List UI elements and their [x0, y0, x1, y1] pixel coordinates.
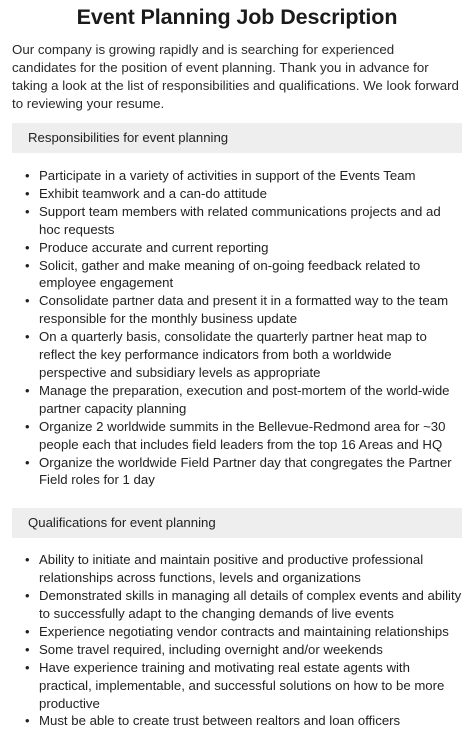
list-item [12, 551, 462, 587]
list-item [12, 203, 462, 239]
list-item-text: Must be able to create trust between realtors and loan officers [39, 713, 401, 729]
list-item-text: Solicit, gather and make meaning of on-going feedback related to employee engagement [39, 257, 421, 291]
qualifications-list [12, 551, 462, 730]
bullet-icon: • [25, 418, 30, 434]
list-item [12, 659, 462, 713]
bullet-icon: • [25, 454, 30, 470]
list-item [12, 257, 462, 293]
list-item [12, 167, 462, 185]
bullet-icon: • [25, 552, 30, 568]
list-item-text: Manage the preparation, execution and post-mortem of the world-wide partner capacity planning [39, 382, 450, 416]
list-item-text: Some travel required, including overnight and/or weekends [39, 641, 383, 657]
list-item [12, 454, 462, 490]
intro-paragraph: Our company is growing rapidly and is searching for experienced candidates for the position of event planning. Thank you in advance for taking a look at the list of responsibilities and qualifications. We look forward to reviewing your resume. [12, 42, 459, 111]
list-item-text: Have experience training and motivating real estate agents with practical, implementable, and successful solutions on how to be more productive [39, 659, 445, 711]
bullet-icon: • [25, 641, 30, 657]
list-item [12, 587, 462, 623]
list-item-text: Produce accurate and current reporting [39, 239, 269, 255]
bullet-icon: • [25, 659, 30, 675]
list-item [12, 185, 462, 203]
bullet-icon: • [25, 257, 30, 273]
bullet-icon: • [25, 382, 30, 398]
list-item [12, 382, 462, 418]
bullet-icon: • [25, 185, 30, 201]
bullet-icon: • [25, 329, 30, 345]
bullet-icon: • [25, 168, 30, 183]
bullet-icon: • [25, 623, 30, 639]
list-item [12, 623, 462, 641]
list-item-text: Participate in a variety of activities in support of the Events Team [39, 168, 416, 183]
responsibilities-heading: Responsibilities for event planning [12, 123, 462, 153]
list-item [12, 292, 462, 328]
list-item-text: Demonstrated skills in managing all details of complex events and ability to successfully adapt to the changing demands of live events [39, 588, 462, 622]
bullet-icon: • [25, 713, 30, 729]
list-item [12, 641, 462, 659]
bullet-icon: • [25, 239, 30, 255]
qualifications-heading: Qualifications for event planning [12, 508, 462, 538]
bullet-icon: • [25, 293, 30, 309]
responsibilities-list [12, 167, 462, 489]
list-item-text: Consolidate partner data and present it in a formatted way to the team responsible for the monthly business update [39, 293, 449, 327]
list-item-text: On a quarterly basis, consolidate the quarterly partner heat map to reflect the key performance indicators from both a worldwide perspective and subsidiary levels as appropriate [39, 329, 427, 380]
list-item-text: Organize 2 worldwide summits in the Bellevue-Redmond area for ~30 people each that includes field leaders from the top 16 Areas and HQ [39, 418, 446, 452]
list-item [12, 328, 462, 382]
bullet-icon: • [25, 588, 30, 604]
list-item-text: Exhibit teamwork and a can-do attitude [39, 185, 267, 201]
list-item [12, 418, 462, 454]
list-item [12, 712, 462, 730]
list-item [12, 239, 462, 257]
page-title: Event Planning Job Description [76, 5, 398, 29]
list-item-text: Ability to initiate and maintain positive and productive professional relationships across functions, levels and organizations [39, 552, 424, 586]
list-item-text: Organize the worldwide Field Partner day that congregates the Partner Field roles for 1 day [39, 454, 452, 488]
list-item-text: Support team members with related communications projects and ad hoc requests [39, 203, 441, 237]
bullet-icon: • [25, 203, 30, 219]
list-item-text: Experience negotiating vendor contracts and maintaining relationships [39, 623, 449, 639]
